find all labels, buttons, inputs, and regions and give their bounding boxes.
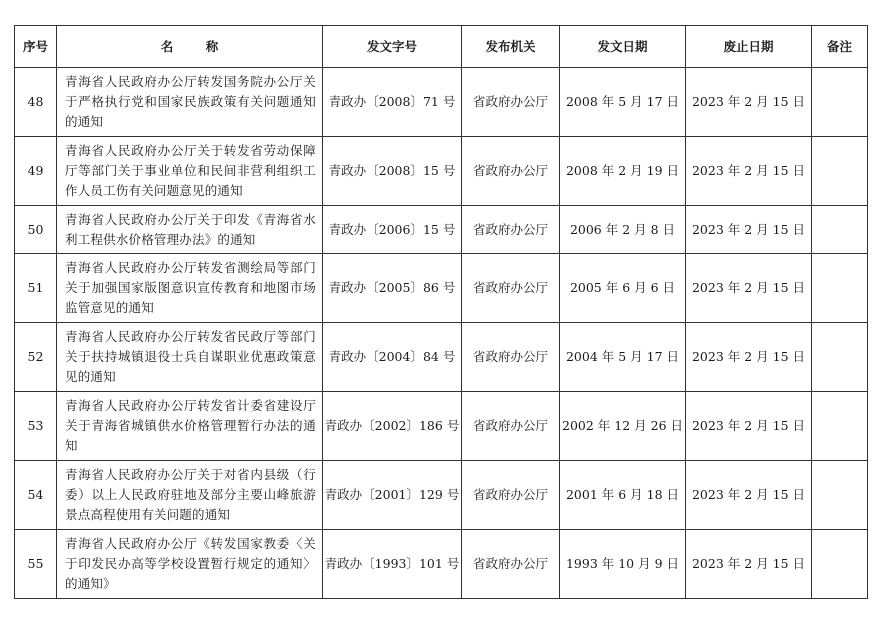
repealed-documents-table xyxy=(14,25,868,599)
header-repeal-date: 废止日期 xyxy=(686,26,812,68)
table-row xyxy=(15,461,868,530)
cell-repeal-date: 2023 年 2 月 15 日 xyxy=(686,68,812,137)
cell-doc-no: 青政办〔2008〕15 号 xyxy=(323,137,462,206)
cell-name: 青海省人民政府办公厅关于印发《青海省水利工程供水价格管理办法》的通知 xyxy=(57,206,323,254)
header-issue-date: 发文日期 xyxy=(560,26,686,68)
cell-repeal-date: 2023 年 2 月 15 日 xyxy=(686,137,812,206)
cell-name: 青海省人民政府办公厅关于对省内县级（行委）以上人民政府驻地及部分主要山峰旅游景点高程使用有关问题的通知 xyxy=(57,461,323,530)
cell-remark xyxy=(812,323,868,392)
header-name-char-2: 称 xyxy=(205,38,219,54)
cell-issuer: 省政府办公厅 xyxy=(462,461,560,530)
cell-issue-date: 2005 年 6 月 6 日 xyxy=(560,254,686,323)
cell-issue-date: 2004 年 5 月 17 日 xyxy=(560,323,686,392)
table-row xyxy=(15,137,868,206)
cell-seq: 51 xyxy=(15,254,57,323)
cell-issue-date: 2008 年 2 月 19 日 xyxy=(560,137,686,206)
cell-seq: 50 xyxy=(15,206,57,254)
cell-doc-no: 青政办〔2002〕186 号 xyxy=(323,392,462,461)
header-seq: 序号 xyxy=(15,26,57,68)
table-row xyxy=(15,323,868,392)
table-row xyxy=(15,254,868,323)
cell-name: 青海省人民政府办公厅转发省民政厅等部门关于扶持城镇退役士兵自谋职业优惠政策意见的通知 xyxy=(57,323,323,392)
header-name-char-1: 名 xyxy=(160,38,174,54)
cell-remark xyxy=(812,137,868,206)
cell-seq: 48 xyxy=(15,68,57,137)
header-name xyxy=(57,26,323,68)
cell-seq: 53 xyxy=(15,392,57,461)
cell-repeal-date: 2023 年 2 月 15 日 xyxy=(686,392,812,461)
cell-doc-no: 青政办〔2005〕86 号 xyxy=(323,254,462,323)
table-row xyxy=(15,392,868,461)
cell-name: 青海省人民政府办公厅《转发国家教委〈关于印发民办高等学校设置暂行规定的通知〉的通知》 xyxy=(57,530,323,599)
cell-doc-no: 青政办〔2006〕15 号 xyxy=(323,206,462,254)
header-issuer: 发布机关 xyxy=(462,26,560,68)
cell-issuer: 省政府办公厅 xyxy=(462,137,560,206)
header-doc-no: 发文字号 xyxy=(323,26,462,68)
cell-seq: 49 xyxy=(15,137,57,206)
header-row xyxy=(15,26,868,68)
cell-name: 青海省人民政府办公厅关于转发省劳动保障厅等部门关于事业单位和民间非营利组织工作人员工伤有关问题意见的通知 xyxy=(57,137,323,206)
cell-doc-no: 青政办〔2004〕84 号 xyxy=(323,323,462,392)
cell-remark xyxy=(812,206,868,254)
cell-issue-date: 1993 年 10 月 9 日 xyxy=(560,530,686,599)
cell-seq: 52 xyxy=(15,323,57,392)
cell-remark xyxy=(812,461,868,530)
header-remark: 备注 xyxy=(812,26,868,68)
cell-issuer: 省政府办公厅 xyxy=(462,323,560,392)
cell-doc-no: 青政办〔2008〕71 号 xyxy=(323,68,462,137)
cell-repeal-date: 2023 年 2 月 15 日 xyxy=(686,461,812,530)
cell-seq: 55 xyxy=(15,530,57,599)
cell-doc-no: 青政办〔2001〕129 号 xyxy=(323,461,462,530)
cell-name: 青海省人民政府办公厅转发省计委省建设厅关于青海省城镇供水价格管理暂行办法的通知 xyxy=(57,392,323,461)
cell-issuer: 省政府办公厅 xyxy=(462,254,560,323)
table-row xyxy=(15,68,868,137)
cell-issue-date: 2002 年 12 月 26 日 xyxy=(560,392,686,461)
cell-issuer: 省政府办公厅 xyxy=(462,530,560,599)
cell-issuer: 省政府办公厅 xyxy=(462,392,560,461)
cell-repeal-date: 2023 年 2 月 15 日 xyxy=(686,254,812,323)
cell-name: 青海省人民政府办公厅转发省测绘局等部门关于加强国家版图意识宣传教育和地图市场监管意见的通知 xyxy=(57,254,323,323)
cell-repeal-date: 2023 年 2 月 15 日 xyxy=(686,323,812,392)
cell-remark xyxy=(812,392,868,461)
cell-issue-date: 2006 年 2 月 8 日 xyxy=(560,206,686,254)
cell-issue-date: 2001 年 6 月 18 日 xyxy=(560,461,686,530)
table-header xyxy=(15,26,868,68)
cell-issuer: 省政府办公厅 xyxy=(462,206,560,254)
cell-remark xyxy=(812,254,868,323)
cell-remark xyxy=(812,68,868,137)
cell-remark xyxy=(812,530,868,599)
table-row xyxy=(15,206,868,254)
cell-issue-date: 2008 年 5 月 17 日 xyxy=(560,68,686,137)
cell-doc-no: 青政办〔1993〕101 号 xyxy=(323,530,462,599)
table-body xyxy=(15,68,868,599)
table-row xyxy=(15,530,868,599)
cell-name: 青海省人民政府办公厅转发国务院办公厅关于严格执行党和国家民族政策有关问题通知的通知 xyxy=(57,68,323,137)
cell-repeal-date: 2023 年 2 月 15 日 xyxy=(686,530,812,599)
cell-repeal-date: 2023 年 2 月 15 日 xyxy=(686,206,812,254)
cell-seq: 54 xyxy=(15,461,57,530)
cell-issuer: 省政府办公厅 xyxy=(462,68,560,137)
